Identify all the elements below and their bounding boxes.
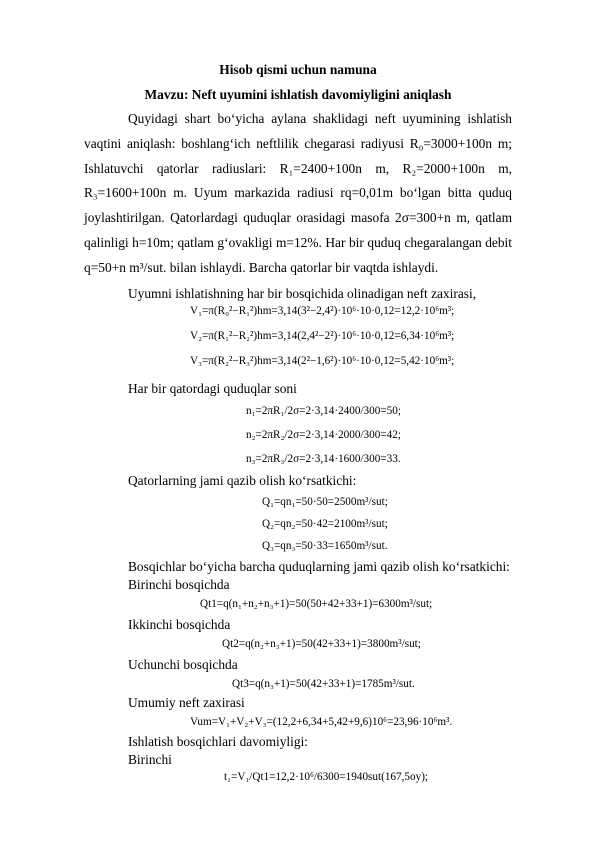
wells-equation-3: n₃=2πR₃/2σ=2·3,14·1600/300=33. — [246, 453, 401, 465]
reserve-equation-1: V₁=π(R₀²−R₁²)hm=3,14(3²−2,4²)·10⁶·10·0,12=12,2·10⁶m³; — [190, 305, 455, 317]
rows-heading: Qatorlarning jami qazib olish ko‘rsatkichi: — [128, 473, 357, 488]
reserve-equation-3: V₃=π(R₂²−R₃²)hm=3,14(2²−1,6²)·10⁶·10·0,12=5,42·10⁶m³; — [190, 355, 455, 367]
document-title: Hisob qismi uchun namuna — [219, 62, 377, 77]
stage2-label: Ikkinchi bosqichda — [128, 617, 231, 632]
stage-heading: Bosqichlar bo‘yicha barcha quduqlarning jami qazib olish ko‘rsatkichi: — [128, 559, 510, 574]
wells-heading: Har bir qatordagi quduqlar soni — [128, 381, 297, 396]
total-equation: Vum=V₁+V₂+V₃=(12,2+6,34+5,42+9,6)10⁶=23,96·10⁶m³. — [190, 716, 453, 728]
stage1-equation: Qt1=q(n₁+n₂+n₃+1)=50(50+42+33+1)=6300m³/sut; — [200, 598, 433, 610]
duration-heading: Ishlatish bosqichlari davomiyligi: — [128, 734, 309, 749]
rows-equation-1: Q₁=qn₁=50·50=2500m³/sut; — [262, 496, 388, 508]
stage3-label: Uchunchi bosqichda — [128, 657, 238, 672]
reserve-heading: Uyumni ishlatishning har bir bosqichida olinadigan neft zaxirasi, — [128, 286, 477, 301]
stage3-equation: Qt3=q(n₃+1)=50(42+33+1)=1785m³/sut. — [232, 678, 415, 690]
first-stage-label: Birinchi — [128, 752, 172, 767]
problem-statement: Quyidagi shart bo‘yicha aylana shaklidagi neft uyumining ishlatish vaqtini aniqlash: boshlang‘ich neftlilik chegarasi radiyusi R₀=3000+100n m; Ishlatuvchi qatorlar radiuslari: R₁=2400+100n m, R₂=2000+100n m, R₃=1600+100n m. Uyum markazida radiusi rq=0,01m bo‘lgan bitta quduq joylashtirilgan. Qatorlardagi quduqlar orasidagi masofa 2σ=300+n m, qatlam qalinligi h=10m; qatlam g‘ovakligi m=12%. Har bir quduq chegaralangan debit q=50+n m³/sut. bilan ishlaydi. Barcha qatorlar bir vaqtda ishlaydi. — [84, 111, 512, 275]
rows-equation-3: Q₃=qn₃=50·33=1650m³/sut. — [262, 540, 388, 552]
wells-equation-2: n₂=2πR₂/2σ=2·3,14·2000/300=42; — [246, 429, 401, 441]
wells-equation-1: n₁=2πR₁/2σ=2·3,14·2400/300=50; — [246, 405, 401, 417]
document-subject: Mavzu: Neft uyumini ishlatish davomiyligini aniqlash — [144, 87, 452, 102]
reserve-equation-2: V₂=π(R₁²−R₂²)hm=3,14(2,4²−2²)·10⁶·10·0,12=6,34·10⁶m³; — [190, 330, 455, 342]
stage1-label: Birinchi bosqichda — [128, 577, 230, 592]
stage2-equation: Qt2=q(n₂+n₃+1)=50(42+33+1)=3800m³/sut; — [222, 638, 421, 650]
total-heading: Umumiy neft zaxirasi — [128, 695, 245, 710]
rows-equation-2: Q₂=qn₂=50·42=2100m³/sut; — [262, 518, 388, 530]
first-duration-equation: t₁=V₁/Qt1=12,2·10⁶/6300=1940sut(167,5oy); — [224, 771, 429, 783]
